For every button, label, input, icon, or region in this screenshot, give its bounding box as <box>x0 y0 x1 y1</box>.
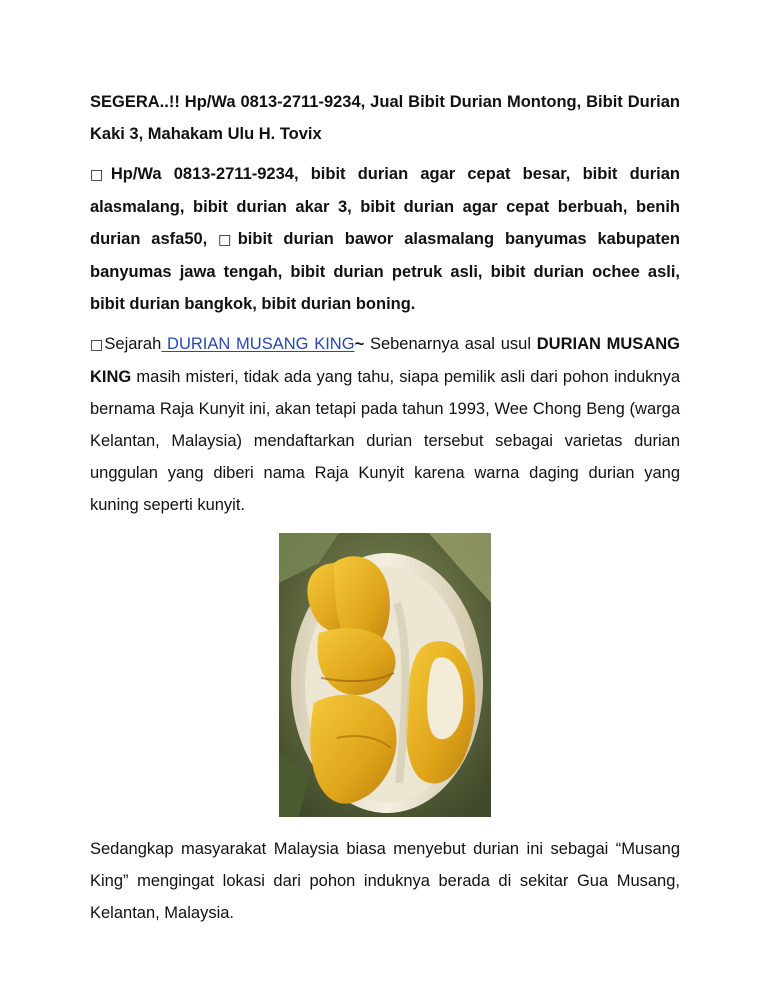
missing-glyph-box: □ <box>90 337 105 353</box>
document-title: SEGERA..!! Hp/Wa 0813-2711-9234, Jual Bibit Durian Montong, Bibit Durian Kaki 3, Mahakam Ulu H. Tovix <box>90 93 680 143</box>
keyword-text-2: bibit durian bawor alasmalang banyumas kabupaten banyumas jawa tengah, bibit durian petruk asli, bibit durian ochee asli, bibit durian bangkok, bibit durian boning. <box>90 230 681 313</box>
closing-paragraph: Sedangkap masyarakat Malaysia biasa menyebut durian ini sebagai “Musang King” mengingat lokasi dari pohon induknya berada di sekitar Gua Musang, Kelantan, Malaysia. <box>90 840 680 922</box>
history-text-1: Sebenarnya asal usul <box>364 335 537 353</box>
missing-glyph-box: □ <box>218 232 238 248</box>
tilde-mark: ~ <box>354 335 365 353</box>
missing-glyph-box: □ <box>90 167 111 183</box>
history-intro: Sejarah <box>104 335 162 353</box>
durian-photo <box>279 533 491 817</box>
keyword-text-1: Hp/Wa 0813-2711-9234, bibit durian agar cepat besar, bibit durian alasmalang, bibit durian akar 3, bibit durian agar cepat berbuah, benih durian asfa50, <box>90 165 681 248</box>
document-page <box>90 86 680 929</box>
durian-musang-king-link[interactable]: DURIAN MUSANG KING <box>161 335 355 353</box>
durian-illustration <box>279 533 491 817</box>
history-paragraph <box>90 328 680 521</box>
bold-durian-name: DURIAN MUSANG KING <box>90 335 680 386</box>
history-text-2: masih misteri, tidak ada yang tahu, siapa pemilik asli dari pohon induknya bernama Raja Kunyit ini, akan tetapi pada tahun 1993, Wee Chong Beng (warga Kelantan, Malaysia) mendaftarkan durian tersebut sebagai varietas durian unggulan yang diberi nama Raja Kunyit karena warna daging durian yang kuning seperti kunyit. <box>90 368 680 514</box>
keyword-paragraph <box>90 158 680 320</box>
